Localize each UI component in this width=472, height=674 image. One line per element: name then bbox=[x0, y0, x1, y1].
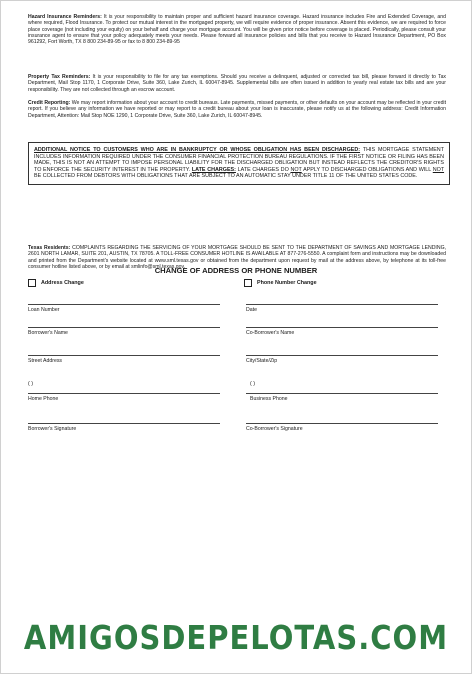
field-line bbox=[28, 304, 220, 305]
business-phone-label: Business Phone bbox=[250, 396, 288, 402]
borrower-name-label: Borrower's Name bbox=[28, 330, 68, 336]
date-field[interactable] bbox=[246, 304, 438, 322]
notice-body-2: LATE CHARGES DO bbox=[237, 166, 289, 173]
field-line bbox=[28, 423, 220, 424]
street-address-label: Street Address bbox=[28, 358, 63, 364]
field-line bbox=[246, 355, 438, 356]
credit-body: We may report information about your account to credit bureaus. Late payments, missed payments, or other defaults on your account may be reflected in your credit report. If you believe any information we have reported or may report to a credit bureau about your loan is inaccurate, please notify us at the following address: Credit Information Department, Attention: Mail Stop NOE 1290, 1 Corporate Drive, Suite 360, Lake Zurich, IL 60047-8945. bbox=[28, 100, 447, 119]
co-borrower-name-label: Co-Borrower's Name bbox=[246, 330, 295, 336]
business-phone-area-code: ( ) bbox=[250, 381, 256, 387]
borrower-signature-field[interactable] bbox=[28, 423, 220, 441]
notice-body-3: APPLY TO DISCHARGED OBLIGATIONS AND WILL bbox=[303, 166, 432, 173]
co-borrower-signature-field[interactable] bbox=[246, 423, 438, 441]
tax-body: It is your responsibility to file for any tax exemptions. Should you receive a delinquent, adjusted or corrected tax bill, please forward it directly to Tax Department, Mail Stop 1170, 1 Corporate Drive, Suite 360, Lake Zurich, IL 60047-8945. Supplemental bills are often issued in addition to yearly real estate tax bills and are your responsibility. They are not collected through an escrow account. bbox=[28, 74, 446, 93]
address-change-option[interactable] bbox=[28, 278, 84, 288]
borrower-name-field[interactable] bbox=[28, 327, 220, 345]
notice-body-4: BE COLLECTED FROM DEBTORS WITH OBLIGATIONS THAT ARE SUBJECT TO AN AUTOMATIC STAY UNDER TITLE 11 OF THE UNITED STATES CODE. bbox=[34, 173, 418, 180]
hazard-insurance-paragraph bbox=[28, 14, 446, 45]
form-title: CHANGE OF ADDRESS OR PHONE NUMBER bbox=[154, 266, 318, 275]
home-phone-field[interactable] bbox=[28, 393, 220, 411]
bankruptcy-notice-box bbox=[28, 142, 450, 185]
address-change-checkbox[interactable] bbox=[28, 279, 36, 287]
business-phone-field[interactable] bbox=[246, 393, 438, 411]
notice-not-2: NOT bbox=[432, 166, 445, 173]
field-line bbox=[246, 423, 438, 424]
address-change-label: Address Change bbox=[41, 280, 84, 286]
notice-heading: ADDITIONAL NOTICE TO CUSTOMERS WHO ARE IN BANKRUPTCY OR WHOSE OBLIGATION HAS BEEN DISCHARGED: bbox=[34, 147, 361, 153]
field-line bbox=[246, 327, 438, 328]
property-tax-paragraph bbox=[28, 74, 446, 93]
texas-body-rest: A complaint form and instructions may be downloaded and printed from the Department's website located at www.sml.texas.gov or obtained from the department upon request by mail at the address above, by telephone at its toll-free consumer hotline listed above, or by email at smlinfo@sml.texas.gov. bbox=[28, 251, 446, 270]
home-phone-area-code: ( ) bbox=[28, 381, 34, 387]
field-line bbox=[28, 327, 220, 328]
notice-body-1: THIS MORTGAGE STATEMENT INCLUDES INFORMATION REQUIRED UNDER THE CONSUMER FINANCIAL PROTECTION BUREAU REGULATIONS. IF THE FIRST NOTICE OR FILING HAS BEEN MADE, THIS IS NOT AN ATTEMPT TO IMPOSE PERSONAL LIABILITY FOR THE DISCHARGED OBLIGATION BUT INSTEAD REFLECTS THE CREDITOR'S RIGHTS TO ENFORCE THE SECURITY INTEREST IN THE PROPERTY. bbox=[34, 147, 444, 173]
site-watermark: AMIGOSDEPELOTAS.COM bbox=[23, 618, 449, 658]
borrower-signature-label: Borrower's Signature bbox=[28, 426, 77, 432]
tax-heading: Property Tax Reminders: bbox=[28, 74, 91, 80]
credit-heading: Credit Reporting: bbox=[28, 100, 71, 106]
phone-change-label: Phone Number Change bbox=[257, 280, 317, 286]
city-state-zip-field[interactable] bbox=[246, 355, 438, 373]
field-line bbox=[246, 304, 438, 305]
field-line bbox=[28, 393, 220, 394]
city-state-zip-label: City/State/Zip bbox=[246, 358, 278, 364]
loan-number-field[interactable] bbox=[28, 304, 220, 322]
texas-body-upper: COMPLAINTS REGARDING THE SERVICING OF YOUR MORTGAGE SHOULD BE SENT TO THE DEPARTMENT OF SAVINGS AND MORTGAGE LENDING, 2601 NORTH LAMAR, SUITE 201, AUSTIN, TX 78705. A TOLL-FREE CONSUMER HOTLINE IS AVAILABLE AT 877-276-5550. bbox=[28, 245, 446, 258]
phone-change-checkbox[interactable] bbox=[244, 279, 252, 287]
hazard-heading: Hazard Insurance Reminders: bbox=[28, 14, 102, 20]
field-line bbox=[28, 355, 220, 356]
co-borrower-signature-label: Co-Borrower's Signature bbox=[246, 426, 303, 432]
co-borrower-name-field[interactable] bbox=[246, 327, 438, 345]
late-charges-label: LATE CHARGES: bbox=[191, 166, 236, 173]
credit-reporting-paragraph bbox=[28, 100, 446, 119]
hazard-body: It is your responsibility to maintain proper and sufficient hazard insurance coverage. Hazard insurance includes Fire and Extended Coverage, and where required, Flood Insurance. To protect our mutual interest in the mortgaged property, we will require evidence of proper insurance. Absent this evidence, we are required to force place coverage (not including your equity) on your behalf and charge your mortgage account. You will be given prior notice before coverage is placed. Periodically, please consult your insurance agent to ensure that your policy adequately meets your needs. Please forward all insurance policies and bills that you receive to Hazard Insurance Department, PO Box 961292, Fort Worth, TX 8 800 234-89-95 or fax to 8 800 234-89-95 bbox=[28, 14, 446, 46]
street-address-field[interactable] bbox=[28, 355, 220, 373]
phone-change-option[interactable] bbox=[244, 278, 317, 288]
date-label: Date bbox=[246, 307, 257, 313]
home-phone-label: Home Phone bbox=[28, 396, 59, 402]
notice-not-1: NOT bbox=[290, 166, 302, 173]
loan-number-label: Loan Number bbox=[28, 307, 60, 313]
texas-heading: Texas Residents: bbox=[28, 245, 71, 251]
field-line bbox=[246, 393, 438, 394]
